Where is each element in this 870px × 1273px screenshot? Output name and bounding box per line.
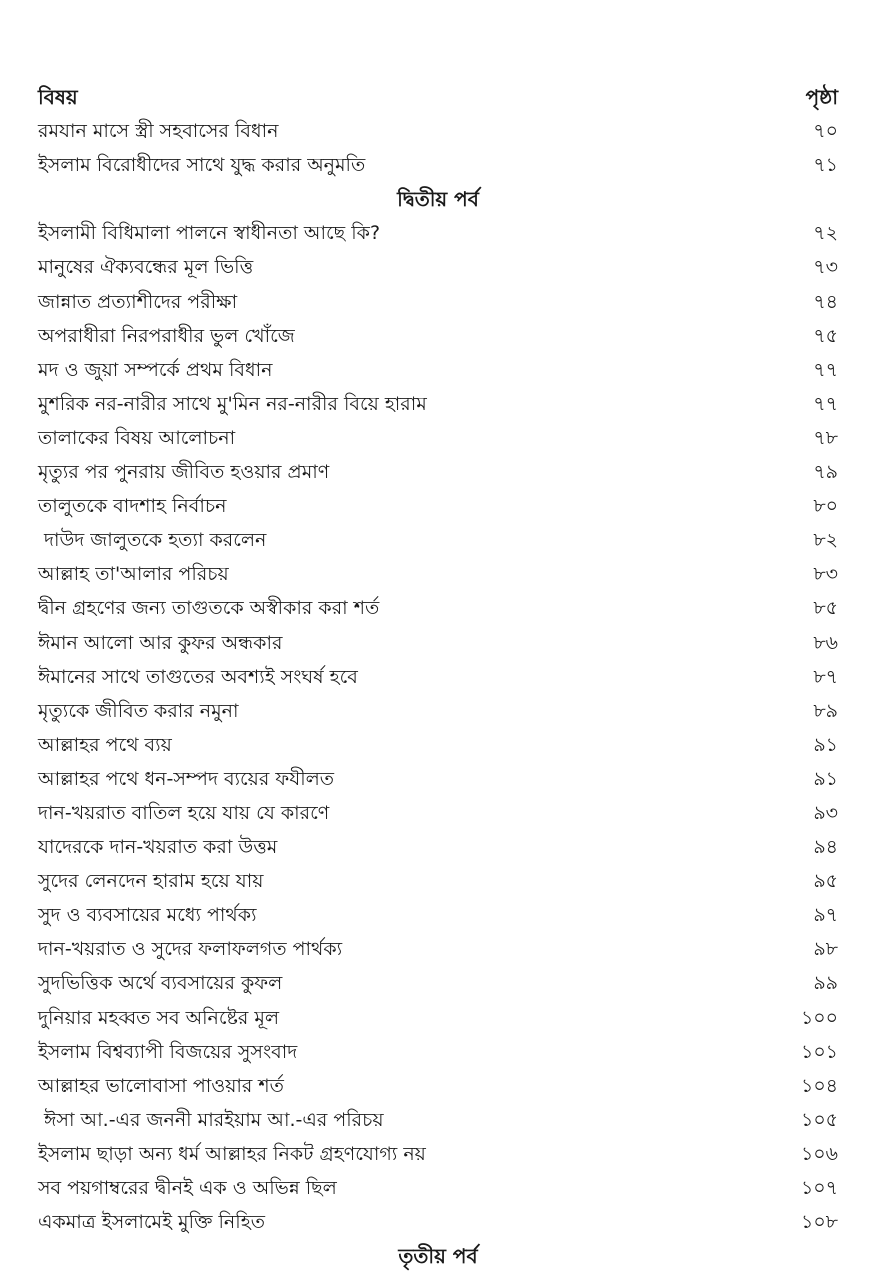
toc-entry-title: সব পয়গাম্বরের দ্বীনই এক ও অভিন্ন ছিল	[38, 1177, 337, 1199]
toc-entry-page: ৮৬	[813, 631, 838, 654]
toc-entry-page: ৭৪	[813, 290, 838, 313]
toc-entry-title: সুদ ও ব্যবসায়ের মধ্যে পার্থক্য	[38, 904, 257, 927]
toc-entry	[38, 728, 838, 762]
section-heading-part-3: তৃতীয় পর্ব	[398, 1244, 478, 1269]
toc-entry-page: ৯৭	[813, 904, 838, 927]
toc-entry-page: ৯৮	[813, 938, 838, 961]
toc-entry-title: সুদের লেনদেন হারাম হয়ে যায়	[38, 870, 264, 893]
toc-entry-title: দুনিয়ার মহব্বত সব অনিষ্টের মূল	[38, 1006, 280, 1029]
toc-entry	[38, 864, 838, 898]
toc-entry	[38, 1103, 838, 1137]
toc-entry-title: আল্লাহর পথে ব্যয়	[38, 733, 172, 756]
toc-entry-title: তালুতকে বাদশাহ নির্বাচন	[38, 495, 227, 518]
toc-entry	[38, 148, 838, 182]
toc-entry-page: ৭১	[813, 154, 838, 177]
toc-entry-title: মদ ও জুয়া সম্পর্কে প্রথম বিধান	[38, 358, 273, 381]
toc-entry	[38, 932, 838, 966]
toc-entry	[38, 489, 838, 523]
toc-entry	[38, 694, 838, 728]
toc-entry	[38, 591, 838, 625]
toc-entry	[38, 1001, 838, 1035]
toc-entry-page: ১০৪	[800, 1074, 838, 1097]
toc-entry-page: ৭৫	[813, 324, 838, 347]
toc-entry-page: ৯১	[813, 733, 838, 756]
toc-entry	[38, 1035, 838, 1069]
toc-entry-page: ৭৩	[813, 256, 838, 279]
toc-entry-page: ৮৭	[813, 665, 838, 688]
toc-entry	[38, 626, 838, 660]
subject-column-header: বিষয়	[38, 85, 78, 109]
toc-entry-page: ৯৯	[813, 972, 838, 995]
toc-entry-page: ৭২	[813, 222, 838, 245]
toc-entry-title: একমাত্র ইসলামেই মুক্তি নিহিত	[38, 1211, 265, 1234]
toc-entry-page: ১০৮	[800, 1211, 838, 1234]
toc-entry-page: ১০১	[800, 1040, 838, 1063]
toc-entry-title: মৃত্যুর পর পুনরায় জীবিত হওয়ার প্রমাণ	[38, 461, 330, 484]
toc-part-1	[38, 114, 838, 182]
toc-entry	[38, 1137, 838, 1171]
toc-entry-page: ৭৯	[813, 461, 838, 484]
toc-entry-title: দান-খয়রাত ও সুদের ফলাফলগত পার্থক্য	[38, 938, 343, 961]
toc-entry-page: ১০৭	[800, 1177, 838, 1199]
toc-entry-page: ৯৩	[813, 801, 838, 824]
toc-entry	[38, 1171, 838, 1205]
toc-entry-title: দান-খয়রাত বাতিল হয়ে যায় যে কারণে	[38, 801, 330, 824]
toc-entry-page: ৯৪	[813, 836, 838, 859]
toc-entry-page: ৭৭	[813, 392, 838, 415]
toc-entry-title: মৃত্যুকে জীবিত করার নমুনা	[38, 699, 239, 722]
toc-entry	[38, 1069, 838, 1103]
toc-entry	[38, 387, 838, 421]
toc-entry-page: ৭০	[813, 120, 838, 143]
toc-entry-title: ইসলাম বিশ্বব্যাপী বিজয়ের সুসংবাদ	[38, 1040, 298, 1063]
toc-entry-title: রমযান মাসে স্ত্রী সহবাসের বিধান	[38, 120, 279, 143]
toc-entry	[38, 216, 838, 250]
toc-entry-title: ঈমানের সাথে তাগুতের অবশ্যই সংঘর্ষ হবে	[38, 665, 358, 688]
toc-entry	[38, 353, 838, 387]
toc-entry-title: ইসলামী বিধিমালা পালনে স্বাধীনতা আছে কি?	[38, 222, 381, 245]
toc-entry	[38, 1205, 838, 1239]
toc-entry-title: দাউদ জালুতকে হত্যা করলেন	[44, 529, 267, 552]
section-heading-part-2: দ্বিতীয় পর্ব	[397, 187, 479, 212]
toc-entry-page: ৭৭	[813, 358, 838, 381]
toc-entry-page: ৯৫	[813, 870, 838, 893]
toc-entry	[38, 557, 838, 591]
page-column-header: পৃষ্ঠা	[805, 85, 838, 109]
toc-entry-page: ৮০	[813, 495, 838, 518]
toc-entry-page: ৮৩	[813, 563, 838, 586]
toc-entry-title: দ্বীন গ্রহণের জন্য তাগুতকে অস্বীকার করা শর্ত	[38, 597, 380, 620]
toc-entry	[38, 966, 838, 1000]
toc-entry	[38, 523, 838, 557]
toc-entry	[38, 455, 838, 489]
toc-entry-title: ইসলাম ছাড়া অন্য ধর্ম আল্লাহর নিকট গ্রহণযোগ্য নয়	[38, 1142, 426, 1165]
toc-entry-page: ১০৬	[800, 1142, 838, 1165]
toc-entry-title: মুশরিক নর-নারীর সাথে মু'মিন নর-নারীর বিয়ে হারাম	[38, 392, 427, 415]
toc-part-2	[38, 216, 838, 1239]
toc-entry-title: ঈমান আলো আর কুফর অন্ধকার	[38, 631, 283, 654]
toc-entry-title: ইসলাম বিরোধীদের সাথে যুদ্ধ করার অনুমতি	[38, 154, 366, 177]
toc-entry	[38, 898, 838, 932]
toc-entry	[38, 114, 838, 148]
toc-entry	[38, 319, 838, 353]
toc-entry-page: ৮৯	[813, 699, 838, 722]
toc-entry-page: ৮৫	[813, 597, 838, 620]
toc-entry-title: আল্লাহর ভালোবাসা পাওয়ার শর্ত	[38, 1074, 284, 1097]
toc-entry-page: ৮২	[813, 529, 838, 552]
toc-entry-page: ১০০	[800, 1006, 838, 1029]
toc-entry	[38, 796, 838, 830]
toc-entry-title: অপরাধীরা নিরপরাধীর ভুল খোঁজে	[38, 324, 295, 347]
toc-entry-page: ১০৫	[800, 1108, 838, 1131]
toc-entry-title: আল্লাহর পথে ধন-সম্পদ ব্যয়ের ফযীলত	[38, 767, 335, 790]
toc-entry-title: জান্নাত প্রত্যাশীদের পরীক্ষা	[38, 290, 238, 313]
toc-entry-title: মানুষের ঐক্যবন্ধের মূল ভিত্তি	[38, 256, 254, 279]
toc-entry-page: ৭৮	[813, 426, 838, 449]
toc-entry	[38, 762, 838, 796]
toc-entry-page: ৯১	[813, 767, 838, 790]
table-of-contents	[38, 80, 838, 1273]
toc-entry-title: যাদেরকে দান-খয়রাত করা উত্তম	[38, 836, 278, 859]
toc-entry	[38, 660, 838, 694]
toc-entry	[38, 285, 838, 319]
toc-entry-title: তালাকের বিষয় আলোচনা	[38, 426, 236, 449]
toc-entry	[38, 830, 838, 864]
toc-entry-title: সুদভিত্তিক অর্থে ব্যবসায়ের কুফল	[38, 972, 283, 995]
toc-entry	[38, 421, 838, 455]
toc-entry-title: ঈসা আ.-এর জননী মারইয়াম আ.-এর পরিচয়	[44, 1108, 384, 1131]
toc-entry	[38, 250, 838, 284]
toc-header	[38, 80, 838, 114]
toc-entry-title: আল্লাহ তা'আলার পরিচয়	[38, 563, 229, 586]
